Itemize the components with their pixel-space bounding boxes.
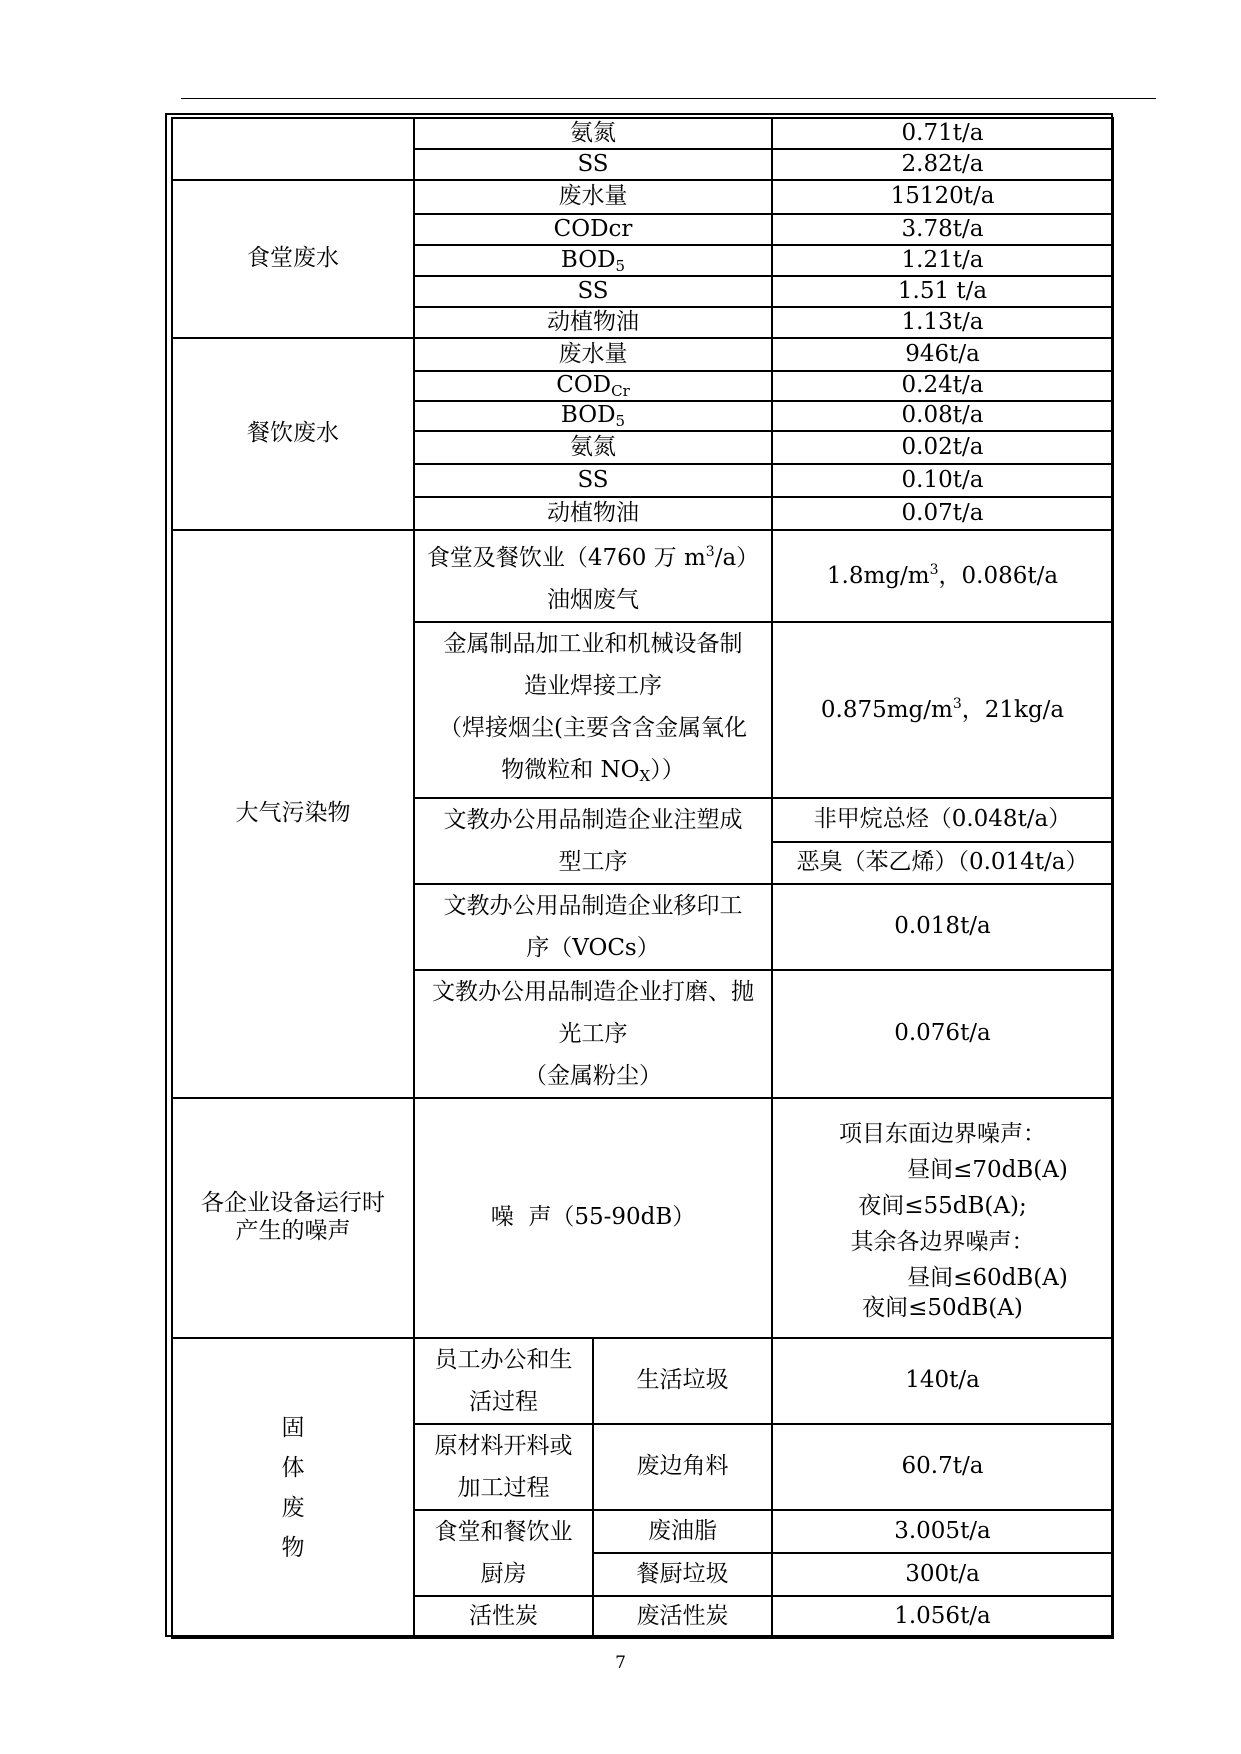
source-cell — [414, 1424, 593, 1510]
polishing-line3: （金属粉尘） — [524, 1063, 662, 1089]
superscript: 3 — [929, 561, 939, 578]
table-row — [172, 1338, 1113, 1424]
oil-fume-value-cell — [772, 530, 1113, 622]
welding-line4-text: 物微粒和 NO — [501, 757, 640, 783]
value-cell: 0.02t/a — [772, 431, 1113, 464]
noise-value-line: 夜间≤55dB(A); — [858, 1193, 1027, 1219]
table-row — [172, 530, 1113, 622]
superscript: 3 — [705, 544, 715, 560]
value-cell: 0.018t/a — [772, 884, 1113, 970]
source-line1: 食堂和餐饮业 — [434, 1519, 573, 1545]
oil-fume-value-text-end: ，0.086t/a — [938, 562, 1059, 589]
waste-item-cell: 生活垃圾 — [593, 1338, 772, 1424]
item-cell: SS — [414, 276, 772, 307]
noise-value-line: 其余各边界噪声： — [850, 1229, 1035, 1255]
welding-line1: 金属制品加工业和机械设备制 — [443, 631, 743, 657]
solid-waste-char: 废 — [281, 1495, 305, 1521]
value-cell: 300t/a — [772, 1553, 1113, 1596]
value-cell: 0.08t/a — [772, 401, 1113, 431]
solid-waste-char: 体 — [281, 1455, 305, 1481]
value-cell: 15120t/a — [772, 180, 1113, 214]
value-cell: 1.13t/a — [772, 307, 1113, 338]
oil-fume-value-text: 1.8mg/m — [826, 562, 930, 589]
injection-line2: 型工序 — [558, 849, 628, 875]
item-main: COD — [556, 372, 612, 398]
pad-printing-line2: 序（VOCs） — [526, 935, 660, 961]
item-subscript: 5 — [615, 412, 626, 430]
noise-category-line1: 各企业设备运行时 — [201, 1190, 385, 1217]
source-line1: 原材料开料或 — [434, 1433, 573, 1459]
value-cell: 1.056t/a — [772, 1596, 1113, 1638]
noise-value-line: 夜间≤50dB(A) — [862, 1295, 1023, 1321]
value-cell: 1.21t/a — [772, 245, 1113, 276]
value-cell: 946t/a — [772, 338, 1113, 371]
waste-item-cell: 废边角料 — [593, 1424, 772, 1510]
item-subscript: Cr — [611, 382, 630, 400]
noise-value-line: 项目东面边界噪声： — [839, 1121, 1046, 1147]
pollutant-table — [171, 117, 1114, 1639]
item-main: BOD — [560, 246, 616, 273]
solid-waste-char: 固 — [281, 1415, 305, 1441]
value-cell: 0.10t/a — [772, 464, 1113, 497]
solid-waste-category — [172, 1338, 414, 1638]
item-cell: 动植物油 — [414, 307, 772, 338]
catering-wastewater-category: 餐饮废水 — [172, 338, 414, 530]
value-cell: 3.78t/a — [772, 214, 1113, 245]
subscript: X — [639, 767, 651, 785]
noise-values-cell — [772, 1098, 1113, 1338]
continued-category-cell — [172, 118, 414, 180]
waste-item-cell: 餐厨垃圾 — [593, 1553, 772, 1596]
item-cell: 氨氮 — [414, 118, 772, 149]
polishing-source-cell — [414, 970, 772, 1098]
noise-category-line2: 产生的噪声 — [235, 1218, 351, 1244]
item-cell: SS — [414, 149, 772, 180]
value-cell: 60.7t/a — [772, 1424, 1113, 1510]
injection-line1: 文教办公用品制造企业注塑成 — [443, 807, 743, 833]
pad-printing-source-cell — [414, 884, 772, 970]
oil-fume-source-cell — [414, 530, 772, 622]
value-cell: 140t/a — [772, 1338, 1113, 1424]
value-cell: 恶臭（苯乙烯）（0.014t/a） — [772, 842, 1113, 885]
item-cell: 废水量 — [414, 180, 772, 214]
welding-line3: （焊接烟尘(主要含含金属氧化 — [439, 715, 747, 741]
noise-category — [172, 1098, 414, 1338]
item-cell — [414, 401, 772, 431]
value-cell: 0.24t/a — [772, 371, 1113, 401]
value-cell: 非甲烷总烃（0.048t/a） — [772, 798, 1113, 842]
superscript: 3 — [952, 695, 962, 712]
table-row — [172, 118, 1113, 149]
item-cell: 氨氮 — [414, 431, 772, 464]
item-main: BOD — [560, 402, 616, 428]
item-cell: 废水量 — [414, 338, 772, 371]
source-line2: 加工过程 — [457, 1475, 550, 1501]
source-line2: 厨房 — [480, 1561, 527, 1587]
waste-item-cell: 废活性炭 — [593, 1596, 772, 1638]
header-rule — [181, 98, 1156, 99]
pad-printing-line1: 文教办公用品制造企业移印工 — [443, 893, 743, 919]
oil-fume-source-line2: 油烟废气 — [547, 587, 639, 613]
welding-line4 — [419, 749, 767, 797]
source-cell — [414, 1338, 593, 1424]
table-row — [172, 180, 1113, 214]
welding-line4-end: ）） — [650, 757, 685, 783]
item-cell — [414, 245, 772, 276]
item-cell: CODcr — [414, 214, 772, 245]
table-row — [172, 1098, 1113, 1338]
welding-value-text-end: ，21kg/a — [961, 696, 1065, 723]
item-cell: 动植物油 — [414, 497, 772, 530]
value-cell: 0.71t/a — [772, 118, 1113, 149]
welding-value-cell — [772, 622, 1113, 798]
polishing-line2: 光工序 — [558, 1021, 628, 1047]
injection-source-cell — [414, 798, 772, 884]
waste-item-cell: 废油脂 — [593, 1510, 772, 1553]
source-cell — [414, 1510, 593, 1596]
value-cell: 1.51 t/a — [772, 276, 1113, 307]
source-cell: 活性炭 — [414, 1596, 593, 1638]
oil-fume-source-line1 — [419, 531, 767, 579]
polishing-line1: 文教办公用品制造企业打磨、抛 — [432, 979, 754, 1005]
value-cell: 0.07t/a — [772, 497, 1113, 530]
canteen-wastewater-category: 食堂废水 — [172, 180, 414, 338]
item-cell: SS — [414, 464, 772, 497]
oil-fume-source-text-end: /a） — [714, 545, 760, 571]
value-cell: 2.82t/a — [772, 149, 1113, 180]
source-line2: 活过程 — [469, 1389, 538, 1415]
solid-waste-char: 物 — [281, 1535, 305, 1561]
source-line1: 员工办公和生 — [434, 1347, 573, 1373]
value-cell: 0.076t/a — [772, 970, 1113, 1098]
item-cell — [414, 371, 772, 401]
welding-value-text: 0.875mg/m — [820, 696, 953, 723]
noise-value-line: 昼间≤70dB(A) — [907, 1157, 1068, 1183]
table-row — [172, 338, 1113, 371]
welding-line2: 造业焊接工序 — [524, 673, 662, 699]
air-pollutants-category: 大气污染物 — [172, 530, 414, 1098]
oil-fume-source-text: 食堂及餐饮业（4760 万 m — [426, 545, 706, 571]
noise-item-cell: 噪 声（55-90dB） — [414, 1098, 772, 1338]
welding-source-cell — [414, 622, 772, 798]
page-number: 7 — [615, 1653, 626, 1673]
value-cell: 3.005t/a — [772, 1510, 1113, 1553]
noise-value-line: 昼间≤60dB(A) — [907, 1265, 1068, 1291]
item-subscript: 5 — [615, 256, 626, 275]
